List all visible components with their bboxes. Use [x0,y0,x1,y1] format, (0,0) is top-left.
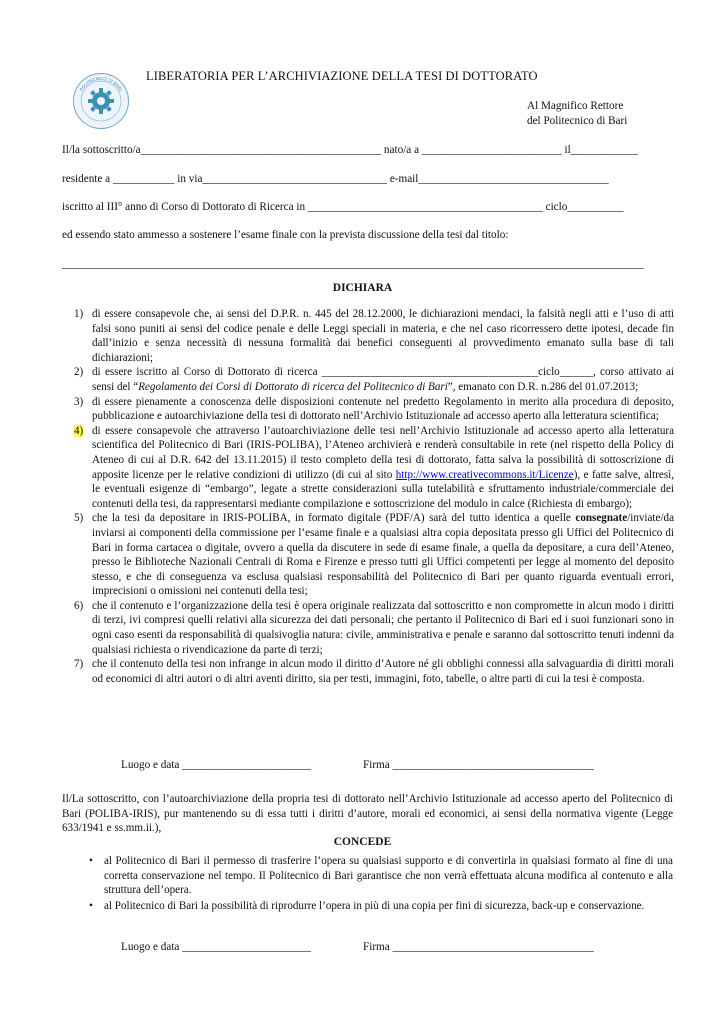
declaration-item: 1) di essere consapevole che, ai sensi del D.P.R. n. 445 del 28.12.2000, le dichiarazioni mendaci, la falsità negli atti e l’uso di atti falsi sono puniti ai sensi del codice penale e delle Leggi speciali in materia, e che nel caso ricorressero dette ipotesi, decade fin dall’inizio e senza necessità di nessuna formalità dai benefici conseguenti al provvedimento emanato sulla base di tali dichiarazioni; [74,308,674,364]
form-line-residence: residente a ___________ in via_________________________________ e-mail__________________________________ [62,173,609,185]
bullet-glyph: • [89,855,93,867]
recipient-line-2: del Politecnico di Bari [527,115,628,127]
signature-field-2: Firma ____________________________________ [363,941,594,953]
dichiara-heading: DICHIARA [332,282,393,294]
declaration-item: 5) che la tesi da depositare in IRIS-POLIBA, in formato digitale (PDF/A) sarà del tutto identica a quelle consegnate/inviate/da inviarsi ai componenti della commissione per l’esame finale e a qualsiasi altra copia depositata presso gli Uffici del Politecnico di Bari in forma cartacea o digitale, ovvero a quella da discutere in sede di esame finale, a quella da depositare, a cura dell’Ateneo, presso le Biblioteche Nazionali Centrali di Roma e Firenze e presso tutti gli Uffici competenti per legge al momento del deposito stesso, e che di conseguenza va esclusa qualsiasi responsabilità del Politecnico di Bari per quanto riguarda eventuali errori, imprecisioni o omissioni nei contenuti della tesi; [74,512,674,598]
form-line-course: iscritto al III° anno di Corso di Dottorato di Ricerca in __________________________________________ ciclo__________ [62,201,624,213]
document-title: LIBERATORIA PER L’ARCHIVIAZIONE DELLA TESI DI DOTTORATO [146,69,538,83]
declaration-item: 4) di essere consapevole che attraverso l’autoarchiviazione delle tesi nell’Archivio Istituzionale ad accesso aperto alla letteratura scientifica del Politecnico di Bari (IRIS-POLIBA), l’Ateneo archivierà e renderà consultabile in rete (nel rispetto della Policy di Ateneo di cui al D.R. 642 del 13.11.2015) il testo completo della tesi di dottorato, fatta salva la possibilità di sottoscrizione di apposite licenze per le relative condizioni di utilizzo (di cui al sito http://www.creativecommons.it/Licenze), e fatte salve, altresì, le eventuali esigenze di “embargo”, legate a strette considerazioni sulla tutelabilità e sfruttamento industriale/commerciale dei contenuti della tesi, da rappresentarsi mediante compilazione e sottoscrizione del modulo in calce (Richiesta di embargo); [74,424,675,510]
list-item: • al Politecnico di Bari il permesso di trasferire l’opera su qualsiasi supporto e di convertirla in qualsiasi formato al fine di una corretta conservazione nel tempo. Il Politecnico di Bari garantisce che non verrà effettuata alcuna modifica al contenuto e alla struttura dell’opera. [78,854,673,898]
form-line-name: Il/la sottoscritto/a___________________________________________ nato/a a _________________________ il____________ [62,144,638,156]
politecnico-seal-logo [72,72,130,130]
declaration-item: 7) che il contenuto della tesi non infrange in alcun modo il diritto d’Autore né gli obblighi connessi alla salvaguardia di diritti morali od economici di altri autori o di altri aventi diritto, sia per testi, immagini, foto, tabelle, o altre parti di cui la tesi è composta. [74,658,674,685]
creativecommons-link[interactable]: http://www.creativecommons.it/Licenze [395,468,574,481]
declaration-item: 2) di essere iscritto al Corso di Dottorato di ricerca _______________________________________ciclo______, corso attivato ai sensi del “Regolamento dei Corsi di Dottorato di ricerca del Politecnico di Bari”, emanato con D.R. n.286 del 01.07.2013; [74,366,674,393]
concede-heading: CONCEDE [333,836,392,848]
declarations-list [74,307,674,686]
form-line-thesis-title: ________________________________________________________________________________________________________ [62,258,644,270]
bullet-glyph: • [89,899,93,912]
recipient-line-1: Al Magnifico Rettore [527,100,624,112]
signature-field-1: Firma ____________________________________ [363,759,594,771]
concede-paragraph: Il/La sottoscritto, con l’autoarchiviazione della propria tesi di dottorato nell’Archivio Istituzionale ad accesso aperto del Politecnico di Bari (POLIBA-IRIS), pur mantenendo su di essa tutti i diritti d’autore, morali ed economici, ai sensi della normativa vigente (Legge 633/1941 e ss.mm.ii.), [62,793,673,835]
concede-list [78,854,673,913]
form-line-admission: ed essendo stato ammesso a sostenere l’esame finale con la prevista discussione della tesi dal titolo: [62,229,509,241]
declaration-item: 6) che il contenuto e l’organizzazione della tesi è opera originale realizzata dal sottoscritto e non compromette in alcun modo i diritti di terzi, ivi compresi quelli relativi alla sicurezza dei dati personali; che pertanto il Politecnico di Bari ed i suoi funzionari sono in ogni caso esenti da responsabilità di qualsivoglia natura: civile, amministrativa e penale e saranno dal sottoscritto tenuti indenni da qualsiasi richiesta o rivendicazione da parte di terzi; [74,599,674,656]
list-item: • al Politecnico di Bari la possibilità di riprodurre l’opera in più di una copia per fini di sicurezza, back-up e conservazione. [78,899,673,914]
highlighted-number: 4) [74,424,84,437]
place-date-field-2: Luogo e data _______________________ [121,941,311,953]
declaration-item: 3) di essere pienamente a conoscenza delle disposizioni contenute nel predetto Regolamento in merito alla procedura di deposito, pubblicazione e autoarchiviazione della tesi di dottorato nell’Archivio Istituzionale ad accesso aperto alla letteratura scientifica; [74,395,674,423]
place-date-field-1: Luogo e data _______________________ [121,759,311,771]
svg-text:POLITECNICO DI BARI: POLITECNICO DI BARI [78,75,124,92]
